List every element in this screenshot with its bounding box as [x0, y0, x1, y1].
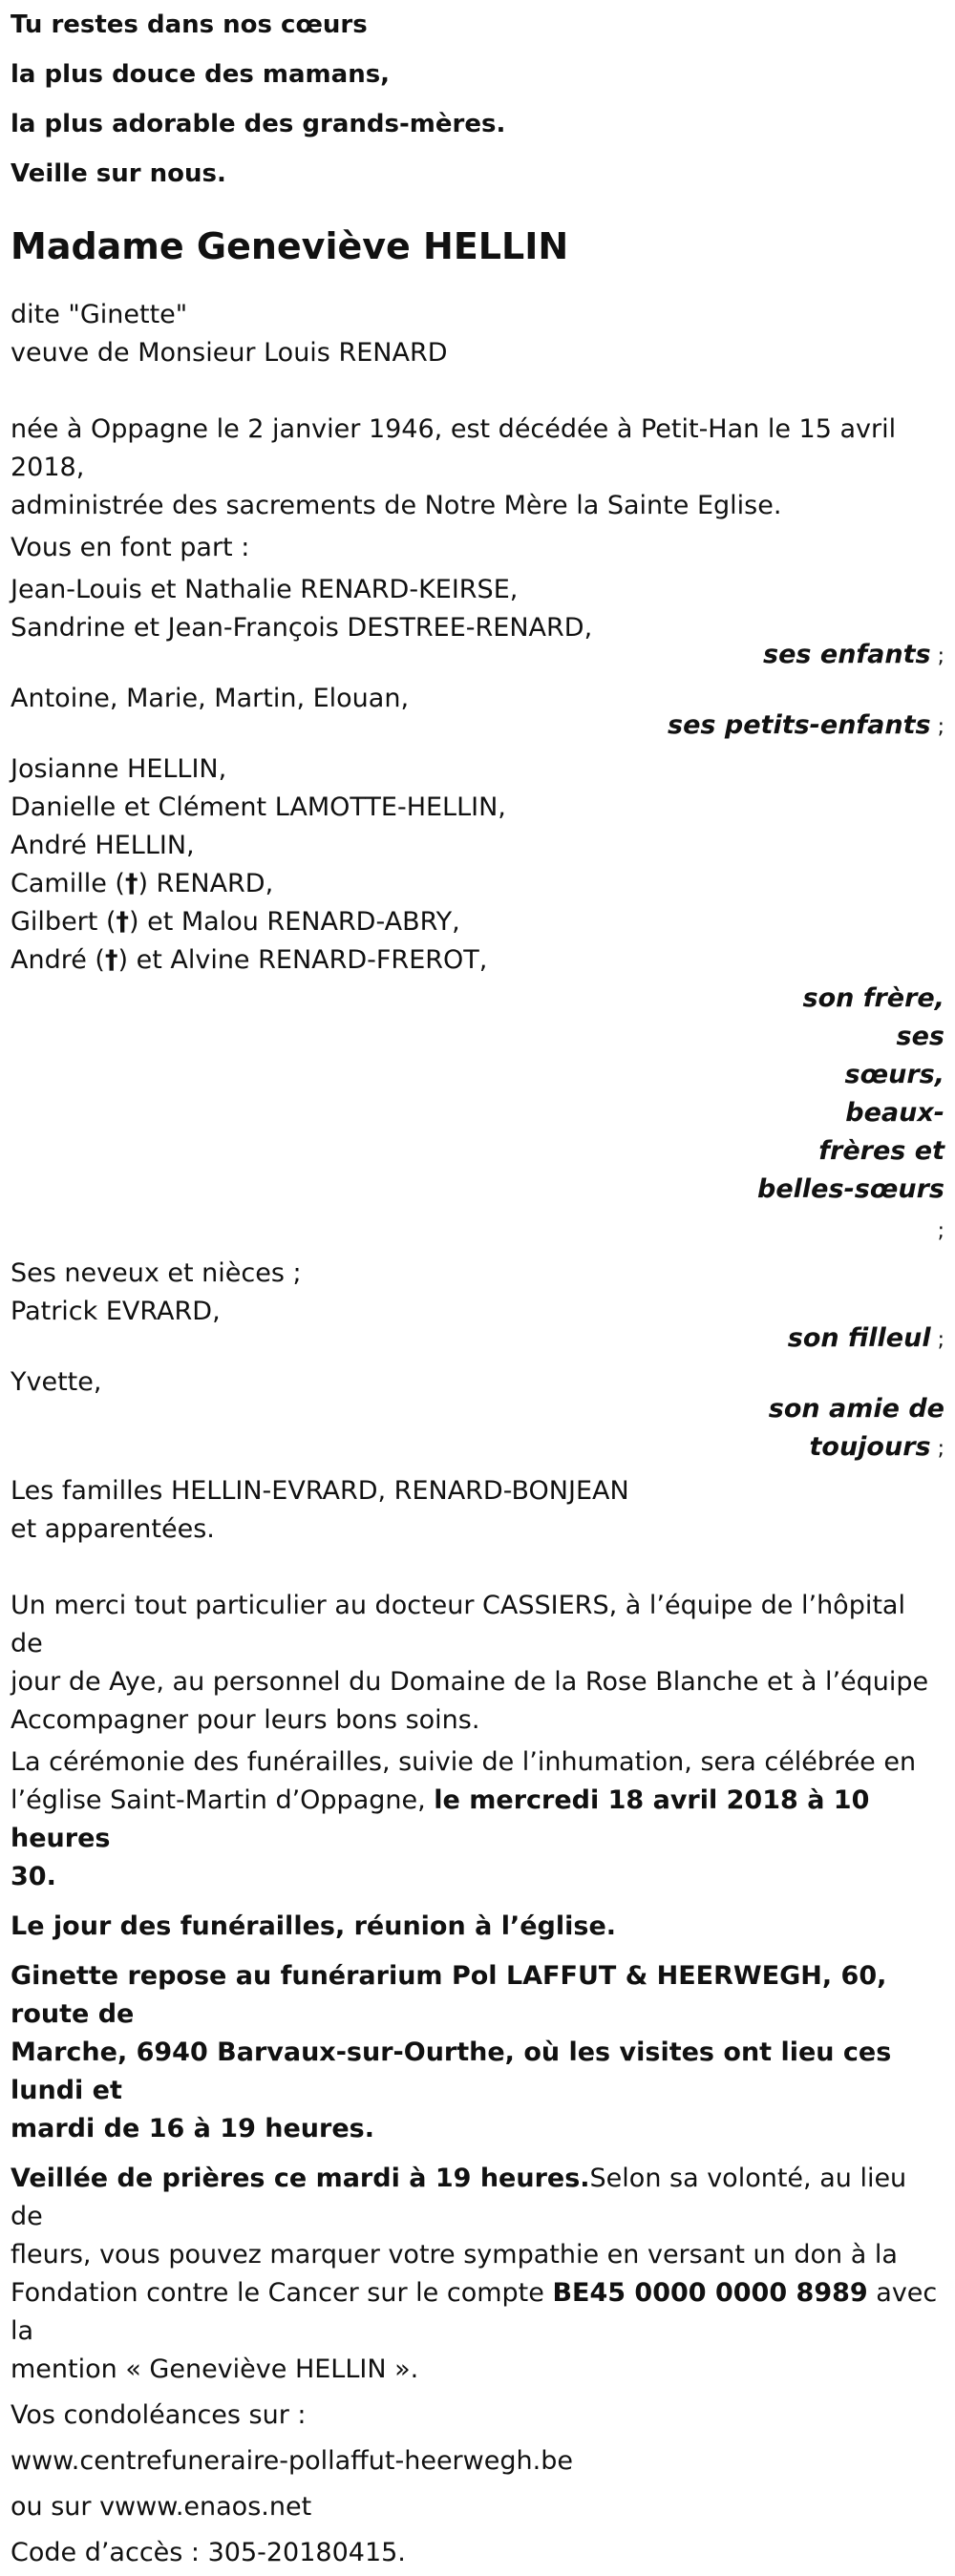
- role-text: frères et: [818, 1136, 944, 1166]
- announce-text: Vous en font part :: [11, 533, 250, 562]
- text-line: mention « Geneviève HELLIN ».: [11, 2354, 419, 2384]
- text-part: l’église Saint-Martin d’Oppagne,: [11, 1785, 435, 1815]
- birth-death-line: administrée des sacrements de Notre Mère la Sainte Eglise.: [11, 491, 782, 520]
- families-section: [11, 1472, 944, 1549]
- family-line: Ses neveux et nièces ;: [11, 1258, 302, 1288]
- role-semicolon: ;: [930, 644, 944, 668]
- children-section: [11, 571, 944, 676]
- cross-icon: †: [124, 869, 138, 898]
- family-line: Jean-Louis et Nathalie RENARD-KEIRSE,: [11, 575, 519, 604]
- ceremony-paragraph: [11, 1743, 944, 1896]
- bank-account: BE45 0000 0000 8989: [552, 2278, 868, 2308]
- birth-death-line: née à Oppagne le 2 janvier 1946, est décédée à Petit-Han le 15 avril 2018,: [11, 414, 897, 482]
- text-part: Fondation contre le Cancer sur le compte: [11, 2278, 553, 2308]
- role-semicolon: ;: [930, 1328, 944, 1352]
- role-text: ses enfants: [763, 640, 931, 669]
- text-line: Un merci tout particulier au docteur CASSIERS, à l’équipe de l’hôpital de: [11, 1591, 905, 1658]
- meeting-line: Le jour des funérailles, réunion à l’église.: [11, 1911, 617, 1941]
- cross-icon: †: [104, 945, 118, 975]
- text-line: Accompagner pour leurs bons soins.: [11, 1705, 480, 1735]
- intro-line: Tu restes dans nos cœurs: [11, 11, 368, 39]
- siblings-section: [11, 750, 944, 1251]
- ceremony-date: le mercredi 18 avril 2018 à 10 heures: [11, 1785, 870, 1853]
- role-semicolon: ;: [937, 1219, 944, 1243]
- name-part: Camille (: [11, 869, 125, 898]
- family-line: [11, 941, 944, 980]
- family-line: et apparentées.: [11, 1514, 215, 1544]
- text-line: [11, 1782, 944, 1858]
- access-code: Code d’accès : 305-20180415.: [11, 2538, 406, 2567]
- vigil-paragraph: [11, 2160, 944, 2389]
- intro-line: Veille sur nous.: [11, 159, 226, 188]
- role-text: belles-sœurs: [757, 1174, 944, 1204]
- condolences-label: Vos condoléances sur :: [11, 2400, 307, 2430]
- thanks-paragraph: [11, 1587, 944, 1740]
- role-label: [753, 980, 944, 1251]
- condolences-section: [11, 2393, 944, 2576]
- family-line: Josianne HELLIN,: [11, 754, 227, 784]
- nephews-section: [11, 1255, 944, 1360]
- role-text: toujours: [809, 1432, 931, 1462]
- family-line: [11, 903, 944, 941]
- family-line: Sandrine et Jean-François DESTREE-RENARD,: [11, 613, 593, 643]
- intro-line: la plus adorable des grands-mères.: [11, 110, 506, 138]
- text-line: mardi de 16 à 19 heures.: [11, 2114, 374, 2143]
- name-part: ) et Alvine RENARD-FREROT,: [117, 945, 488, 975]
- text-line: [11, 2160, 944, 2236]
- role-label: [753, 1390, 944, 1468]
- role-text: sœurs, beaux-: [844, 1060, 944, 1128]
- widow-line: veuve de Monsieur Louis RENARD: [11, 338, 448, 368]
- text-line: fleurs, vous pouvez marquer votre sympathie en versant un don à la: [11, 2240, 898, 2270]
- website-link-alt[interactable]: ou sur vwww.enaos.net: [11, 2492, 312, 2522]
- text-line: 30.: [11, 1862, 56, 1891]
- family-line: André HELLIN,: [11, 831, 195, 860]
- role-semicolon: ;: [930, 715, 944, 739]
- role-semicolon: ;: [930, 1437, 944, 1461]
- name-part: ) RENARD,: [138, 869, 274, 898]
- text-line: Ginette repose au funérarium Pol LAFFUT & HEERWEGH, 60, route de: [11, 1961, 887, 2029]
- name-part: ) et Malou RENARD-ABRY,: [128, 907, 460, 937]
- family-line: [11, 865, 944, 903]
- vigil-time: Veillée de prières ce mardi à 19 heures.: [11, 2164, 590, 2193]
- family-line: Danielle et Clément LAMOTTE-HELLIN,: [11, 792, 506, 822]
- role-text: ses petits-enfants: [668, 710, 931, 740]
- intro-line: la plus douce des mamans,: [11, 60, 391, 89]
- family-line: Les familles HELLIN-EVRARD, RENARD-BONJEAN: [11, 1476, 629, 1506]
- text-line: jour de Aye, au personnel du Domaine de la Rose Blanche et à l’équipe: [11, 1667, 929, 1697]
- nickname: dite "Ginette": [11, 300, 188, 329]
- role-text: son frère, ses: [802, 983, 944, 1051]
- text-line: La cérémonie des funérailles, suivie de l’inhumation, sera célébrée en: [11, 1747, 917, 1777]
- intro-verse: [11, 0, 944, 199]
- role-text: son amie de: [768, 1394, 944, 1424]
- name-part: André (: [11, 945, 105, 975]
- family-line: Yvette,: [11, 1367, 102, 1397]
- role-text: son filleul: [787, 1323, 931, 1353]
- cross-icon: †: [116, 907, 129, 937]
- name-part: Gilbert (: [11, 907, 117, 937]
- text-part: avec la: [11, 2278, 938, 2346]
- friend-section: [11, 1363, 944, 1468]
- deceased-name: Madame Geneviève HELLIN: [11, 225, 569, 267]
- text-part: Selon sa volonté, au lieu de: [11, 2164, 907, 2231]
- family-line: Patrick EVRARD,: [11, 1297, 221, 1326]
- grandchildren-section: [11, 680, 944, 747]
- text-line: Marche, 6940 Barvaux-sur-Ourthe, où les visites ont lieu ces lundi et: [11, 2038, 892, 2105]
- text-line: [11, 2274, 944, 2351]
- website-link[interactable]: www.centrefuneraire-pollaffut-heerwegh.be: [11, 2446, 573, 2476]
- family-line: Antoine, Marie, Martin, Elouan,: [11, 684, 410, 713]
- rest-paragraph: [11, 1957, 944, 2148]
